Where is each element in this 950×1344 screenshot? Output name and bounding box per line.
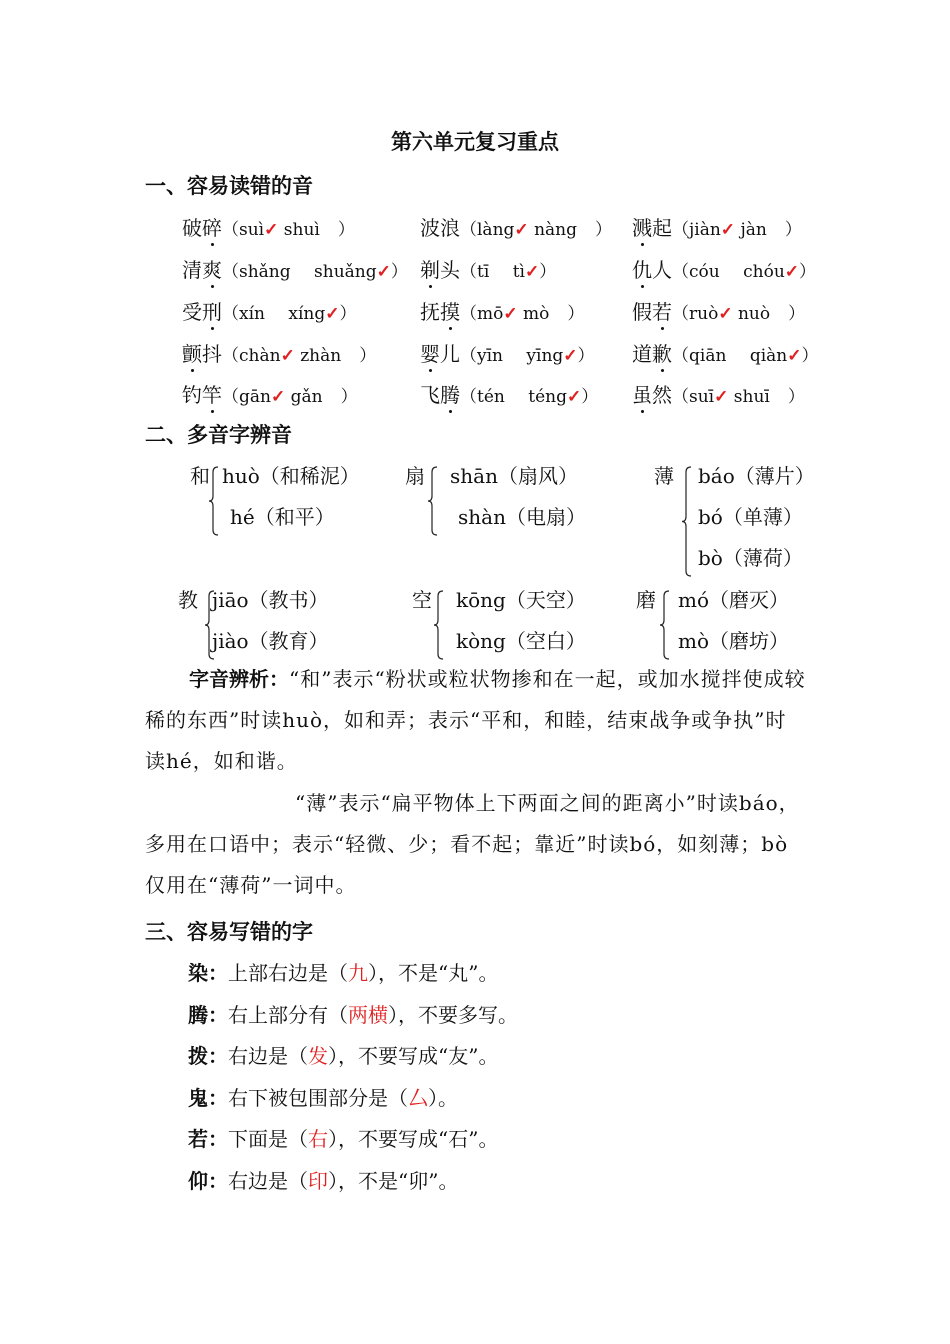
analysis-paragraph-1 xyxy=(145,659,807,782)
pinyin-option: mò xyxy=(523,304,550,324)
polyphone-reading: jiào（教育） xyxy=(212,629,329,653)
error-char-item xyxy=(188,957,498,986)
check-mark-icon: ✓ xyxy=(503,304,518,324)
pinyin-options: （tén téng✓） xyxy=(460,387,599,407)
pinyin-option: shuǎng xyxy=(314,262,377,282)
pinyin-option: chóu xyxy=(743,262,785,282)
polyphone-reading: shàn（电扇） xyxy=(458,505,586,529)
pinyin-option: qiàn xyxy=(749,346,788,366)
pinyin-option: mō xyxy=(477,304,504,324)
pronunciation-item xyxy=(420,338,595,367)
analysis-label: 字音辨析： xyxy=(189,667,289,691)
word-char: 婴 xyxy=(420,338,440,367)
pinyin-options: （jiàn✓ jàn ） xyxy=(672,220,802,240)
error-char: 染： xyxy=(188,961,228,985)
word-char: 儿 xyxy=(440,342,460,366)
check-mark-icon: ✓ xyxy=(563,346,578,366)
pinyin-option: cóu xyxy=(689,262,720,282)
polyphone-reading: bò（薄荷） xyxy=(698,546,803,570)
word-char: 破 xyxy=(182,216,202,240)
error-answer: 两横 xyxy=(348,1002,388,1027)
check-mark-icon: ✓ xyxy=(787,346,802,366)
pinyin-options: （mō✓ mò ） xyxy=(460,304,585,324)
brace-icon xyxy=(428,466,438,536)
pinyin-options: （yīn yīng✓） xyxy=(460,346,595,366)
pronunciation-item xyxy=(182,296,357,325)
word-char: 竿 xyxy=(202,379,222,408)
pinyin-options: （cóu chóu✓） xyxy=(672,262,817,282)
check-mark-icon: ✓ xyxy=(524,262,540,282)
section-1-heading: 一、容易读错的音 xyxy=(145,174,313,198)
word-char: 飞 xyxy=(420,383,440,407)
word-char: 波 xyxy=(420,216,440,240)
pronunciation-item xyxy=(182,254,408,283)
word-char: 头 xyxy=(440,258,460,282)
check-mark-icon: ✓ xyxy=(784,262,800,282)
error-char-item xyxy=(188,1123,498,1152)
pinyin-option: gān xyxy=(239,387,271,407)
brace-icon xyxy=(682,466,692,577)
check-mark-icon: ✓ xyxy=(514,220,529,240)
word-char: 溅 xyxy=(632,212,652,241)
pinyin-options: （suī✓ shuī ） xyxy=(672,387,805,407)
check-mark-icon: ✓ xyxy=(566,387,582,407)
error-text: 上部右边是（ xyxy=(228,961,348,985)
pinyin-option: tì xyxy=(512,262,525,282)
pronunciation-item xyxy=(632,212,802,241)
polyphone-reading: jiāo（教书） xyxy=(212,588,329,612)
error-text: 右下被包围部分是（ xyxy=(228,1085,408,1110)
analysis-text-he: “和”表示“粉状或粒状物掺和在一起，或加水搅拌使成较稀的东西”时读huò，如和弄；表示“平和，和睦，结束战争或争执”时读hé，如和谐。 xyxy=(145,667,806,773)
error-char-item xyxy=(188,999,518,1028)
pinyin-option: xín xyxy=(239,304,265,324)
pronunciation-item xyxy=(420,254,556,283)
brace-icon xyxy=(660,590,670,660)
pinyin-option: nàng xyxy=(534,220,577,240)
pinyin-options: （suì✓ shuì ） xyxy=(222,220,355,240)
polyphone-char: 教 xyxy=(178,588,198,612)
error-text: 右边是（ xyxy=(228,1169,308,1193)
section-3-heading: 三、容易写错的字 xyxy=(145,920,313,944)
word-char: 受 xyxy=(182,300,202,324)
polyphone-reading: mó（磨灭） xyxy=(678,588,790,612)
word-char: 钓 xyxy=(182,383,202,407)
error-text: ），不要多写。 xyxy=(388,1002,518,1027)
polyphone-reading: kōng（天空） xyxy=(456,588,586,612)
error-text: 下面是（ xyxy=(228,1127,308,1152)
pinyin-option: qiān xyxy=(689,346,727,366)
pinyin-option: shuī xyxy=(733,387,770,407)
error-text: 右上部分有（ xyxy=(228,1002,348,1027)
word-char: 抚 xyxy=(420,300,440,324)
check-mark-icon: ✓ xyxy=(280,346,295,366)
page-title: 第六单元复习重点 xyxy=(391,130,559,154)
pinyin-option: nuò xyxy=(737,304,771,324)
pronunciation-item xyxy=(632,338,818,367)
pinyin-options: （chàn✓ zhàn ） xyxy=(222,346,377,366)
polyphone-reading: báo（薄片） xyxy=(698,464,815,488)
error-answer: 印 xyxy=(308,1169,328,1193)
pinyin-options: （tī tì✓） xyxy=(460,262,557,282)
word-char: 虽 xyxy=(632,379,652,408)
word-char: 腾 xyxy=(440,379,460,408)
error-char: 拨： xyxy=(188,1044,228,1069)
word-char: 爽 xyxy=(202,254,222,283)
error-text: 右边是（ xyxy=(228,1044,308,1069)
error-text: ），不要写成“友”。 xyxy=(328,1044,499,1069)
analysis-text-bao: “薄”表示“扁平物体上下两面之间的距离小”时读báo，多用在口语中；表示“轻微、少；看不起；靠近”时读bó，如刻薄；bò仅用在“薄荷”一词中。 xyxy=(145,791,800,897)
pronunciation-item xyxy=(420,212,612,241)
word-char: 碎 xyxy=(202,212,222,241)
polyphone-reading: hé（和平） xyxy=(230,505,335,529)
pinyin-option: tī xyxy=(477,262,490,282)
error-text: ），不是“丸”。 xyxy=(368,961,499,985)
error-char: 若： xyxy=(188,1127,228,1152)
word-char: 浪 xyxy=(440,216,460,240)
pinyin-option: ruò xyxy=(689,304,719,324)
polyphone-char: 磨 xyxy=(636,588,656,612)
pinyin-options: （qiān qiàn✓） xyxy=(672,346,819,366)
pinyin-option: suī xyxy=(689,387,715,407)
word-char: 起 xyxy=(652,216,672,240)
error-answer: 九 xyxy=(348,961,368,985)
word-char: 歉 xyxy=(652,338,672,367)
pinyin-option: jàn xyxy=(740,220,767,240)
pinyin-option: làng xyxy=(477,220,515,240)
pronunciation-item xyxy=(182,338,376,367)
error-char-item xyxy=(188,1165,458,1194)
pronunciation-item xyxy=(420,379,598,408)
analysis-paragraph-2 xyxy=(145,783,807,906)
word-char: 若 xyxy=(652,296,672,325)
pinyin-option: téng xyxy=(528,387,567,407)
error-char: 鬼： xyxy=(188,1085,228,1110)
error-char-item xyxy=(188,1040,498,1069)
check-mark-icon: ✓ xyxy=(714,387,729,407)
error-char-item xyxy=(188,1082,458,1111)
error-answer: 右 xyxy=(308,1127,328,1152)
error-text: ），不是“卯”。 xyxy=(328,1169,459,1193)
polyphone-reading: kòng（空白） xyxy=(456,629,586,653)
pinyin-option: xíng xyxy=(288,304,326,324)
word-char: 人 xyxy=(652,258,672,282)
pronunciation-item xyxy=(420,296,584,325)
pinyin-options: （xín xíng✓） xyxy=(222,304,357,324)
pinyin-options: （shǎng shuǎng✓） xyxy=(222,262,408,282)
error-text: ），不要写成“石”。 xyxy=(328,1127,499,1152)
word-char: 刑 xyxy=(202,296,222,325)
pronunciation-item xyxy=(632,296,805,325)
polyphone-char: 扇 xyxy=(405,464,425,488)
pinyin-option: jiàn xyxy=(689,220,721,240)
word-char: 道 xyxy=(632,342,652,366)
check-mark-icon: ✓ xyxy=(264,220,279,240)
word-char: 假 xyxy=(632,300,652,324)
word-char: 摸 xyxy=(440,296,460,325)
check-mark-icon: ✓ xyxy=(270,387,286,407)
word-char: 颤 xyxy=(182,338,202,367)
check-mark-icon: ✓ xyxy=(720,220,736,240)
pronunciation-item xyxy=(182,379,358,408)
section-2-heading: 二、多音字辨音 xyxy=(145,423,292,447)
check-mark-icon: ✓ xyxy=(325,304,340,324)
pinyin-option: yīng xyxy=(526,346,564,366)
error-char: 腾： xyxy=(188,1002,228,1027)
error-char: 仰： xyxy=(188,1169,228,1193)
check-mark-icon: ✓ xyxy=(376,262,391,282)
polyphone-char: 和 xyxy=(190,464,210,488)
pinyin-option: zhàn xyxy=(300,346,342,366)
brace-icon xyxy=(209,466,219,536)
pronunciation-item xyxy=(632,254,816,283)
brace-icon xyxy=(434,590,444,660)
error-text: ）。 xyxy=(428,1085,458,1110)
word-char: 抖 xyxy=(202,342,222,366)
pinyin-options: （làng✓ nàng ） xyxy=(460,220,612,240)
word-char: 然 xyxy=(652,383,672,407)
polyphone-reading: shān（扇风） xyxy=(450,464,578,488)
word-char: 仇 xyxy=(632,254,652,283)
check-mark-icon: ✓ xyxy=(718,304,733,324)
error-answer: 厶 xyxy=(408,1085,428,1110)
polyphone-char: 空 xyxy=(412,588,432,612)
pinyin-option: gǎn xyxy=(290,387,323,407)
pinyin-option: suì xyxy=(239,220,265,240)
word-char: 清 xyxy=(182,258,202,282)
pinyin-option: yīn xyxy=(477,346,503,366)
pronunciation-item xyxy=(182,212,355,241)
word-char: 剃 xyxy=(420,254,440,283)
pinyin-options: （ruò✓ nuò ） xyxy=(672,304,806,324)
pinyin-option: tén xyxy=(477,387,505,407)
pronunciation-item xyxy=(632,379,805,408)
error-answer: 发 xyxy=(308,1044,328,1069)
pinyin-option: chàn xyxy=(239,346,281,366)
polyphone-reading: mò（磨坊） xyxy=(678,629,790,653)
polyphone-reading: bó（单薄） xyxy=(698,505,803,529)
polyphone-char: 薄 xyxy=(654,464,674,488)
pinyin-options: （gān✓ gǎn ） xyxy=(222,387,358,407)
pinyin-option: shuì xyxy=(283,220,320,240)
pinyin-option: shǎng xyxy=(239,262,291,282)
polyphone-reading: huò（和稀泥） xyxy=(222,464,360,488)
